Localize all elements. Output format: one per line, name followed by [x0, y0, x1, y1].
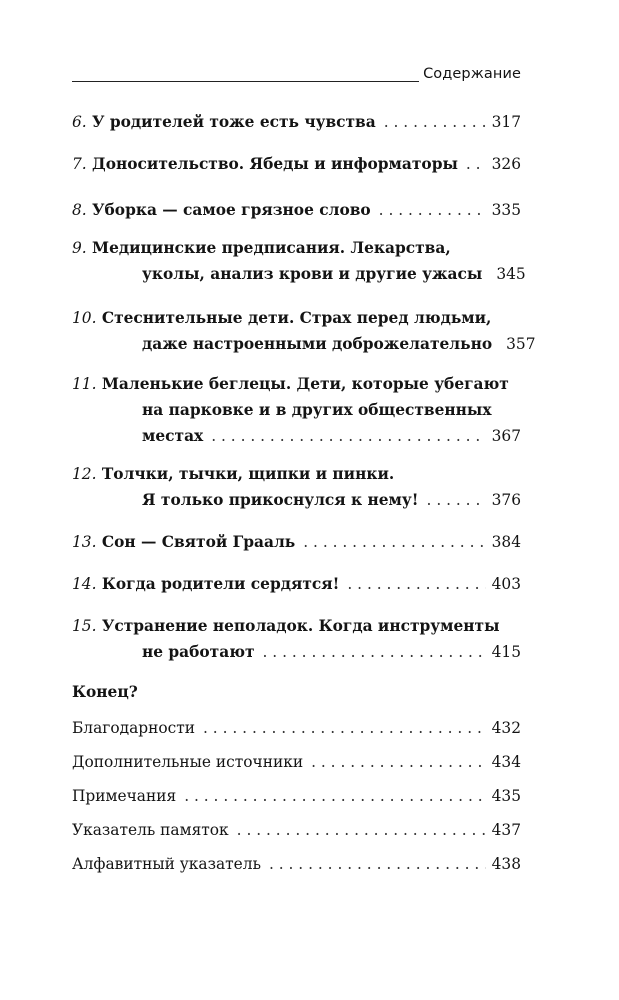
toc-entry-title	[72, 236, 451, 260]
page-number: 437	[491, 821, 521, 839]
chapter-number: 14.	[72, 575, 97, 593]
chapter-number: 11.	[72, 375, 97, 393]
toc-entry-line	[72, 398, 521, 422]
toc-end-item	[72, 784, 521, 808]
chapter-number: 15.	[72, 617, 97, 635]
chapter-title-text: Стеснительные дети. Страх перед людьми,	[101, 309, 492, 327]
toc-entry-line	[72, 614, 521, 638]
page-number: 435	[491, 787, 521, 805]
end-item-title: Указатель памяток	[72, 821, 229, 839]
dot-leader	[184, 784, 485, 808]
toc-end-item	[72, 750, 521, 774]
toc-entry-line	[72, 530, 521, 554]
chapter-number: 13.	[72, 533, 97, 551]
toc-entry-line	[72, 640, 521, 664]
chapter-number: 6.	[72, 113, 87, 131]
toc-entry-title	[72, 198, 371, 222]
dot-leader	[311, 750, 486, 774]
toc-entry-title	[72, 640, 255, 664]
end-item-title: Дополнительные источники	[72, 753, 304, 771]
dot-leader	[237, 818, 486, 842]
toc-entry-title	[72, 110, 376, 134]
chapter-title-text: Медицинские предписания. Лекарства,	[92, 239, 451, 257]
toc-entry-line	[72, 306, 521, 330]
chapter-number: 8.	[72, 201, 87, 219]
toc-entry-line	[72, 110, 521, 134]
chapter-title-text: не работают	[142, 643, 255, 661]
page-number: 335	[491, 201, 521, 219]
chapter-title-text: даже настроенными доброжелательно	[142, 335, 493, 353]
chapter-number: 12.	[72, 465, 97, 483]
dot-leader	[203, 716, 486, 740]
chapter-title-text: Я только прикоснулся к нему!	[142, 491, 419, 509]
dot-leader	[211, 424, 485, 448]
toc-entry-line	[72, 424, 521, 448]
toc-entry-line	[72, 372, 521, 396]
dot-leader	[347, 572, 485, 596]
page-number: 345	[496, 265, 526, 283]
toc-end-item	[72, 818, 521, 842]
end-item-title: Благодарности	[72, 719, 196, 737]
dot-leader	[269, 852, 486, 876]
running-header	[72, 64, 521, 86]
dot-leader	[263, 640, 486, 664]
page-number: 376	[491, 491, 521, 509]
toc-entry-line	[72, 198, 521, 222]
header-title: Содержание	[423, 66, 521, 82]
page-number: 357	[506, 335, 536, 353]
toc-entry-title	[72, 262, 482, 286]
chapter-title-text: Доносительство. Ябеды и информаторы	[92, 155, 458, 173]
end-item-title: Алфавитный указатель	[72, 855, 261, 873]
toc-entry-line	[72, 462, 521, 486]
toc-entry-title	[72, 572, 339, 596]
toc-entry-title	[72, 398, 492, 422]
toc-entry-line	[72, 262, 526, 286]
chapter-title-text: местах	[142, 427, 204, 445]
dot-leader	[427, 488, 486, 512]
toc-entry-title	[72, 424, 203, 448]
toc-entry-title	[72, 306, 491, 330]
chapter-title-text: Толчки, тычки, щипки и пинки.	[101, 465, 395, 483]
page-number: 415	[491, 643, 521, 661]
toc-entry-line	[72, 572, 521, 596]
toc-entry-title	[72, 332, 492, 356]
toc-end-item	[72, 852, 521, 876]
page-number: 367	[491, 427, 521, 445]
chapter-title-text: У родителей тоже есть чувства	[92, 113, 376, 131]
toc-entry-title	[72, 530, 295, 554]
dot-leader	[384, 110, 486, 134]
toc-entry-line	[72, 332, 536, 356]
dot-leader	[466, 152, 486, 176]
page-number: 432	[491, 719, 521, 737]
page-number: 317	[491, 113, 521, 131]
chapter-title-text: Когда родители сердятся!	[101, 575, 340, 593]
chapter-title-text: Уборка — самое грязное слово	[92, 201, 371, 219]
toc-entry-title	[72, 372, 509, 396]
toc-entry-title	[72, 152, 458, 176]
chapter-title-text: Сон — Святой Грааль	[101, 533, 296, 551]
chapter-number: 10.	[72, 309, 97, 327]
page-number: 326	[491, 155, 521, 173]
toc-entry-title	[72, 488, 419, 512]
chapter-title-text: на парковке и в других общественных	[142, 401, 492, 419]
chapter-title-text: уколы, анализ крови и другие ужасы	[142, 265, 483, 283]
dot-leader	[303, 530, 485, 554]
section-heading-end: Конец?	[72, 683, 138, 701]
chapter-title-text: Устранение неполадок. Когда инструменты	[101, 617, 500, 635]
page-number: 434	[491, 753, 521, 771]
page-number: 403	[491, 575, 521, 593]
page-number: 384	[491, 533, 521, 551]
toc-entry-line	[72, 236, 521, 260]
toc-entry-line	[72, 152, 521, 176]
chapter-title-text: Маленькие беглецы. Дети, которые убегают	[101, 375, 509, 393]
header-rule	[72, 81, 419, 82]
toc-end-item	[72, 716, 521, 740]
dot-leader	[379, 198, 486, 222]
page-number: 438	[491, 855, 521, 873]
toc-entry-title	[72, 614, 500, 638]
toc-entry-title	[72, 462, 394, 486]
chapter-number: 9.	[72, 239, 87, 257]
end-item-title: Примечания	[72, 787, 177, 805]
chapter-number: 7.	[72, 155, 87, 173]
toc-entry-line	[72, 488, 521, 512]
